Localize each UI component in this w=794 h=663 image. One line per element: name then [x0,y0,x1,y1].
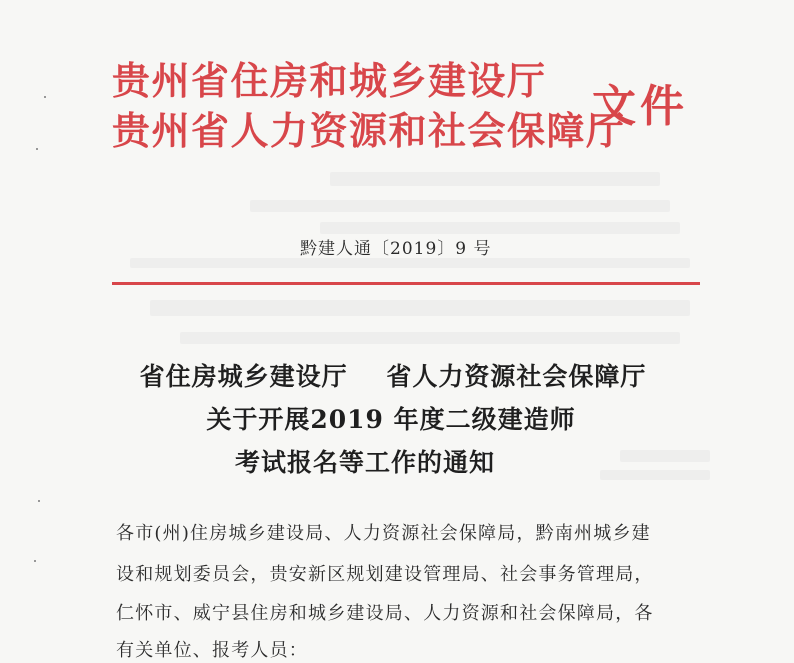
scan-speck [36,148,38,150]
bleed-through-mark [180,332,680,344]
bleed-through-mark [320,222,680,234]
scan-speck [38,500,40,502]
scan-speck [34,560,36,562]
document-title-line-3: 考试报名等工作的通知 [234,448,495,477]
body-text-line-4: 有关单位、报考人员： [116,640,308,661]
body-text-line-3: 仁怀市、威宁县住房和城乡建设局、人力资源和社会保障局，各 [116,603,654,624]
bleed-through-mark [150,300,690,316]
document-number: 黔建人通〔2019〕9 号 [300,239,492,259]
letterhead-org-1: 贵州省住房和城乡建设厅 [112,58,547,103]
letterhead-suffix: 文件 [592,81,688,132]
red-divider [112,282,700,285]
document-title-line-1: 省住房城乡建设厅 省人力资源社会保障厅 [139,362,647,391]
body-text-line-1: 各市(州)住房城乡建设局、人力资源社会保障局，黔南州城乡建 [116,523,651,544]
document-title-line-2: 关于开展2019 年度二级建造师 [206,405,576,434]
scan-speck [44,96,46,98]
bleed-through-mark [250,200,670,212]
body-text-line-2: 设和规划委员会，贵安新区规划建设管理局、社会事务管理局， [116,564,654,585]
letterhead [112,58,712,178]
letterhead-org-2: 贵州省人力资源和社会保障厅 [112,108,626,153]
